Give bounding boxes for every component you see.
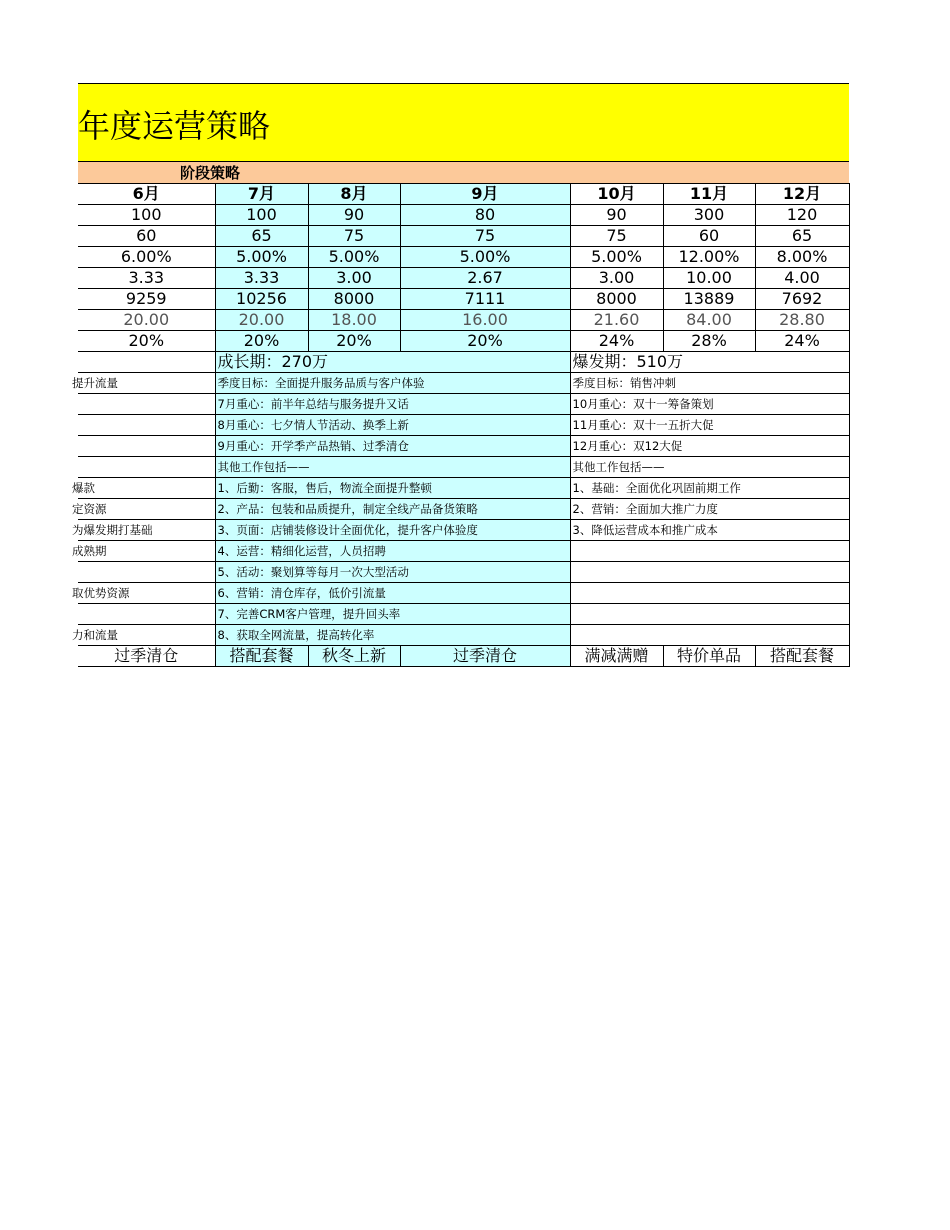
metric-row — [78, 310, 849, 331]
metric-cell[interactable]: 20% — [400, 331, 570, 352]
growth-plan-cell[interactable]: 季度目标：全面提升服务品质与客户体验 — [215, 373, 570, 394]
metric-row — [78, 268, 849, 289]
metric-cell[interactable]: 100 — [78, 205, 215, 226]
metric-cell[interactable]: 60 — [663, 226, 755, 247]
metric-cell[interactable]: 21.60 — [570, 310, 663, 331]
period-row — [78, 352, 849, 373]
burst-plan-cell[interactable]: 12月重心：双12大促 — [570, 436, 849, 457]
metric-cell[interactable]: 3.00 — [308, 268, 400, 289]
plan-row — [78, 478, 849, 499]
left-note-cell[interactable] — [78, 604, 215, 625]
burst-plan-cell[interactable]: 11月重心：双十一五折大促 — [570, 415, 849, 436]
left-note-cell[interactable] — [72, 520, 215, 541]
left-note-cell[interactable] — [72, 499, 215, 520]
period-left-cell[interactable] — [78, 352, 215, 373]
promotion-cell[interactable]: 特价单品 — [663, 646, 755, 667]
metric-cell[interactable]: 7111 — [400, 289, 570, 310]
left-note-cell[interactable] — [78, 436, 215, 457]
growth-plan-cell[interactable]: 8、获取全网流量，提高转化率 — [215, 625, 570, 646]
metric-cell[interactable]: 3.00 — [570, 268, 663, 289]
plan-row — [78, 394, 849, 415]
metric-cell[interactable]: 24% — [570, 331, 663, 352]
metric-cell[interactable]: 9259 — [78, 289, 215, 310]
metric-cell[interactable]: 7692 — [755, 289, 849, 310]
growth-plan-cell[interactable]: 8月重心：七夕情人节活动、换季上新 — [215, 415, 570, 436]
stage-header-bar — [78, 161, 849, 183]
metric-row — [78, 226, 849, 247]
burst-plan-cell[interactable]: 季度目标：销售冲刺 — [570, 373, 849, 394]
metric-cell[interactable]: 120 — [755, 205, 849, 226]
promotion-cell[interactable]: 过季清仓 — [400, 646, 570, 667]
burst-plan-cell[interactable] — [570, 604, 849, 625]
promotion-cell[interactable]: 过季清仓 — [78, 646, 215, 667]
month-header-row — [78, 184, 849, 205]
metric-cell[interactable]: 20.00 — [215, 310, 308, 331]
left-note-text: 为爆发期打基础 — [72, 523, 153, 537]
metric-cell[interactable]: 18.00 — [308, 310, 400, 331]
metric-cell[interactable]: 90 — [570, 205, 663, 226]
month-header-cell[interactable]: 9月 — [400, 184, 570, 205]
left-note-text: 成熟期 — [72, 544, 107, 558]
left-note-cell[interactable] — [72, 373, 215, 394]
burst-plan-cell[interactable]: 其他工作包括—— — [570, 457, 849, 478]
growth-plan-cell[interactable]: 9月重心：开学季产品热销、过季清仓 — [215, 436, 570, 457]
left-note-text: 取优势资源 — [72, 586, 130, 600]
burst-plan-cell[interactable]: 10月重心：双十一筹备策划 — [570, 394, 849, 415]
burst-plan-cell[interactable]: 1、基础：全面优化巩固前期工作 — [570, 478, 849, 499]
left-note-cell[interactable] — [72, 541, 215, 562]
plan-row — [78, 583, 849, 604]
plan-row — [78, 373, 849, 394]
growth-plan-cell[interactable]: 7月重心：前半年总结与服务提升又话 — [215, 394, 570, 415]
growth-plan-cell[interactable]: 2、产品：包装和品质提升，制定全线产品备货策略 — [215, 499, 570, 520]
metric-cell[interactable]: 75 — [570, 226, 663, 247]
left-note-text: 力和流量 — [72, 628, 118, 642]
left-note-cell[interactable] — [72, 478, 215, 499]
growth-plan-cell[interactable]: 4、运营：精细化运营，人员招聘 — [215, 541, 570, 562]
metric-cell[interactable]: 10256 — [215, 289, 308, 310]
growth-plan-cell[interactable]: 5、活动：聚划算等每月一次大型活动 — [215, 562, 570, 583]
metric-cell[interactable]: 100 — [215, 205, 308, 226]
plan-row — [78, 520, 849, 541]
plan-row — [78, 499, 849, 520]
promotion-cell[interactable]: 满减满赠 — [570, 646, 663, 667]
metric-cell[interactable]: 300 — [663, 205, 755, 226]
growth-plan-cell[interactable]: 3、页面：店铺装修设计全面优化，提升客户体验度 — [215, 520, 570, 541]
growth-plan-cell[interactable]: 7、完善CRM客户管理，提升回头率 — [215, 604, 570, 625]
left-note-text: 爆款 — [72, 481, 95, 495]
metric-row — [78, 247, 849, 268]
metric-cell[interactable]: 6.00% — [78, 247, 215, 268]
burst-plan-cell[interactable] — [570, 583, 849, 604]
metric-cell[interactable]: 5.00% — [308, 247, 400, 268]
left-note-cell[interactable] — [72, 583, 215, 604]
metric-cell[interactable]: 8000 — [570, 289, 663, 310]
title-bar — [78, 83, 849, 161]
metric-cell[interactable]: 90 — [308, 205, 400, 226]
burst-plan-cell[interactable] — [570, 625, 849, 646]
month-header-cell[interactable]: 8月 — [308, 184, 400, 205]
metric-cell[interactable]: 75 — [400, 226, 570, 247]
plan-row — [78, 604, 849, 625]
metric-cell[interactable]: 20% — [308, 331, 400, 352]
metric-cell[interactable]: 20% — [215, 331, 308, 352]
plan-row — [78, 541, 849, 562]
plan-row — [78, 436, 849, 457]
metric-cell[interactable]: 12.00% — [663, 247, 755, 268]
metric-cell[interactable]: 80 — [400, 205, 570, 226]
left-note-text: 定资源 — [72, 502, 107, 516]
month-header-cell[interactable]: 10月 — [570, 184, 663, 205]
metric-cell[interactable]: 28% — [663, 331, 755, 352]
plan-row — [78, 562, 849, 583]
metric-cell[interactable]: 65 — [755, 226, 849, 247]
burst-period-cell[interactable]: 爆发期：510万 — [570, 352, 849, 373]
left-note-cell[interactable] — [78, 562, 215, 583]
metric-cell[interactable]: 5.00% — [400, 247, 570, 268]
page-title: 年度运营策略 — [78, 107, 271, 145]
metric-cell[interactable]: 20% — [78, 331, 215, 352]
plan-row — [78, 625, 849, 646]
plan-row — [78, 457, 849, 478]
metric-cell[interactable]: 5.00% — [570, 247, 663, 268]
promotion-cell[interactable]: 搭配套餐 — [755, 646, 849, 667]
metric-cell[interactable]: 8000 — [308, 289, 400, 310]
promotion-cell[interactable]: 搭配套餐 — [215, 646, 308, 667]
metric-cell[interactable]: 5.00% — [215, 247, 308, 268]
month-header-cell[interactable]: 11月 — [663, 184, 755, 205]
metric-cell[interactable]: 28.80 — [755, 310, 849, 331]
promotion-row — [78, 646, 849, 667]
growth-plan-cell[interactable]: 其他工作包括—— — [215, 457, 570, 478]
metric-cell[interactable]: 24% — [755, 331, 849, 352]
burst-plan-cell[interactable]: 2、营销：全面加大推广力度 — [570, 499, 849, 520]
promotion-cell[interactable]: 秋冬上新 — [308, 646, 400, 667]
left-note-cell[interactable] — [78, 457, 215, 478]
metric-cell[interactable]: 4.00 — [755, 268, 849, 289]
month-header-cell[interactable]: 7月 — [215, 184, 308, 205]
metric-row — [78, 289, 849, 310]
metric-row — [78, 331, 849, 352]
metric-cell[interactable]: 20.00 — [78, 310, 215, 331]
plan-row — [78, 415, 849, 436]
metric-cell[interactable]: 2.67 — [400, 268, 570, 289]
burst-plan-cell[interactable] — [570, 562, 849, 583]
metric-cell[interactable]: 3.33 — [78, 268, 215, 289]
burst-plan-cell[interactable]: 3、降低运营成本和推广成本 — [570, 520, 849, 541]
month-header-cell[interactable]: 6月 — [78, 184, 215, 205]
strategy-table — [72, 183, 850, 667]
month-header-cell[interactable]: 12月 — [755, 184, 849, 205]
metric-cell[interactable]: 84.00 — [663, 310, 755, 331]
metric-cell[interactable]: 8.00% — [755, 247, 849, 268]
metric-cell[interactable]: 13889 — [663, 289, 755, 310]
left-note-text: 提升流量 — [72, 376, 118, 390]
metric-cell[interactable]: 16.00 — [400, 310, 570, 331]
growth-plan-cell[interactable]: 6、营销：清仓库存，低价引流量 — [215, 583, 570, 604]
metric-cell[interactable]: 75 — [308, 226, 400, 247]
metric-cell[interactable]: 65 — [215, 226, 308, 247]
left-note-cell[interactable] — [78, 415, 215, 436]
growth-plan-cell[interactable]: 1、后勤：客服，售后，物流全面提升整顿 — [215, 478, 570, 499]
metric-cell[interactable]: 60 — [78, 226, 215, 247]
left-note-cell[interactable] — [78, 394, 215, 415]
metric-cell[interactable]: 10.00 — [663, 268, 755, 289]
stage-header: 阶段策略 — [180, 164, 241, 182]
left-note-cell[interactable] — [72, 625, 215, 646]
metric-row — [78, 205, 849, 226]
burst-plan-cell[interactable] — [570, 541, 849, 562]
metric-cell[interactable]: 3.33 — [215, 268, 308, 289]
growth-period-cell[interactable]: 成长期：270万 — [215, 352, 570, 373]
